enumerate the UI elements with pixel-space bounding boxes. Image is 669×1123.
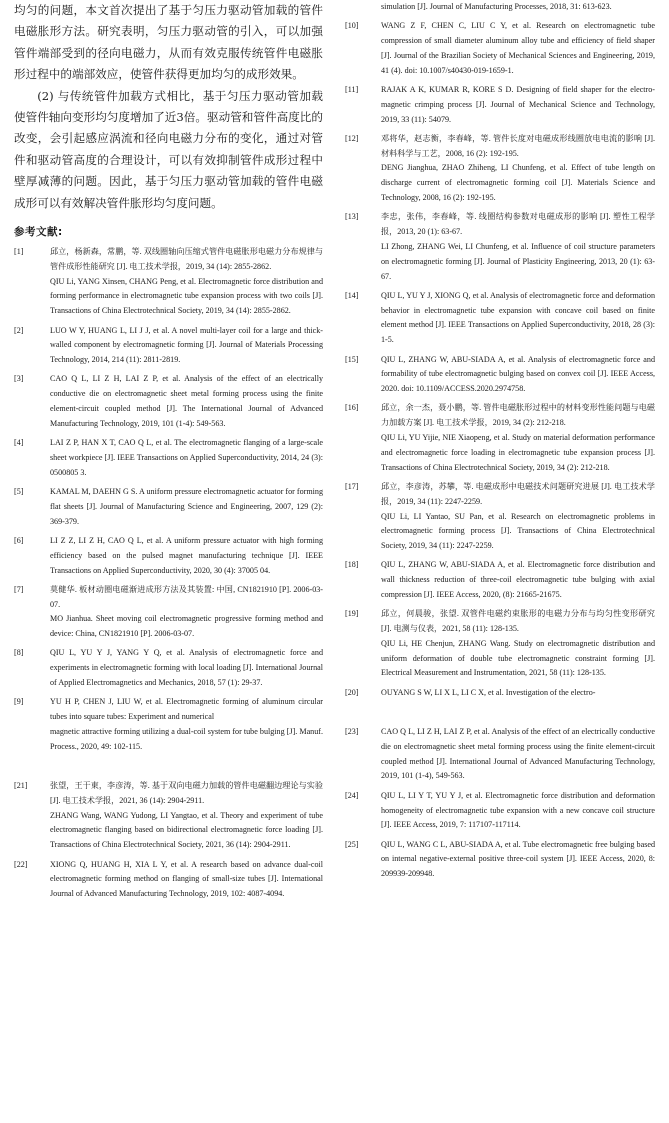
reference-item — [14, 695, 323, 754]
reference-text — [50, 534, 323, 578]
reference-item — [14, 372, 323, 431]
reference-item — [345, 838, 655, 882]
reference-text — [50, 583, 323, 642]
references-heading: 参考文献: — [14, 226, 63, 239]
reference-line: simulation [J]. Journal of Manufacturing Processes, 2018, 31: 613-623. — [381, 2, 612, 11]
reference-number: [3] — [14, 374, 24, 384]
reference-text — [381, 789, 655, 833]
reference-line: LI Zhong, ZHANG Wei, LI Chunfeng, et al. Influence of coil structure parameters on electromagnetic forming [J]. Journal of Plasticity Engineering, 2013, 20 (1): 63-67. — [381, 241, 655, 281]
reference-number: [10] — [345, 21, 359, 31]
reference-line: QIU L, YU Y J, XIONG Q, et al. Analysis of electromagnetic force and deformation behavior in electromagnetic tube expansion with concave coil based on finite element method [J]. IEEE Transactions on Applied Superconductivity, 2018, 28 (3): 1-5. — [381, 290, 655, 345]
reference-line: WANG Z F, CHEN C, LIU C Y, et al. Research on electromagnetic tube compression of small diameter aluminum alloy tube and efficiency of field shaper [J]. Journal of the Brazilian Society of Mechanical Sciences and Engineering, 2019, 41 (4). doi: 10.1007/s40430-019-1659-1. — [381, 21, 655, 75]
reference-number: [9] — [14, 697, 24, 707]
reference-line: QIU L, ZHANG W, ABU-SIADA A, et al. Electromagnetic force distribution and wall thickness reduction of three-coil electromagnetic tube bulging with axial compression [J]. IEEE Access, 2020, (8): 21665-21675. — [381, 560, 655, 599]
reference-line: YU H P, CHEN J, LIU W, et al. Electromagnetic forming of aluminum circular tubes into square tubes: Experiment and numerical — [50, 697, 323, 722]
reference-item — [14, 324, 323, 368]
reference-text — [50, 436, 323, 480]
reference-line: 李忠，张伟，李春峰，等. 线圈结构参数对电磁成形的影响 [J]. 塑性工程学报，2013, 20 (1): 63-67. — [381, 212, 655, 237]
reference-text — [50, 695, 323, 754]
reference-text — [50, 485, 323, 529]
reference-line: QIU Li, LI Yantao, SU Pan, et al. Research on electromagnetic problems in electromagnetic forming process [J]. Transactions of China Electrotechnical Society, 2019, 34 (11): 2247-2259. — [381, 511, 655, 551]
reference-item — [14, 779, 323, 853]
reference-number: [11] — [345, 84, 359, 94]
reference-line: KAMAL M, DAEHN G S. A uniform pressure electromagnetic actuator for forming flat sheets [J]. Journal of Manufacturing Science and Engineering, 2007, 129 (2): 369-379. — [50, 487, 323, 526]
reference-text — [381, 838, 655, 882]
reference-text — [381, 401, 655, 475]
column-break-gap — [345, 705, 655, 725]
reference-text — [381, 19, 655, 78]
reference-text — [50, 646, 323, 690]
reference-number: [21] — [14, 781, 28, 791]
reference-item — [14, 534, 323, 578]
reference-line: CAO Q L, LI Z H, LAI Z P, et al. Analysis of the effect of an electrically conductive die on electromagnetic sheet metal forming process using the finite element-circuit coupled method [J]. International Journal of Advanced Manufacturing Technology, 2019, 101 (1-4), 549-563. — [381, 727, 655, 781]
reference-number: [24] — [345, 790, 359, 800]
reference-item — [345, 725, 655, 784]
reference-item — [14, 436, 323, 480]
reference-number: [7] — [14, 584, 24, 594]
reference-line: 邱立，李彦涛，苏攀，等. 电磁成形中电磁技术问题研究进展 [J]. 电工技术学报，2019, 34 (11): 2247-2259. — [381, 481, 655, 506]
reference-line: 邱立，余一杰，聂小鹏，等. 管件电磁胀形过程中的材料变形性能问题与电磁力加载方案 [J]. 电工技术学报，2019, 34 (2): 212-218. — [381, 403, 655, 428]
reference-number: [8] — [14, 648, 24, 658]
reference-line: LUO W Y, HUANG L, LI J J, et al. A novel multi-layer coil for a large and thick-walled component by electromagnetic forming [J]. Journal of Materials Processing Technology, 2014, 214 (11): 2811-2819. — [50, 325, 323, 365]
reference-line: QIU Li, YANG Xinsen, CHANG Peng, et al. Electromagnetic force distribution and forming performance in electromagnetic tube expansion process with two coils [J]. Transactions of China Electrotechnical Society, 2019, 34 (14): 2855-2862. — [50, 276, 323, 316]
reference-item — [14, 646, 323, 690]
reference-item — [14, 583, 323, 642]
reference-line: ZHANG Wang, WANG Yudong, LI Yangtao, et al. Theory and experiment of tube electromagnetic flanging based on bidirectional electromagnetic force loading [J]. Transactions of China Electrotechnical Society, 2021, 36 (14): 2904-2911. — [50, 810, 323, 850]
reference-line: QIU L, YU Y J, YANG Y Q, et al. Analysis of electromagnetic force and experiments in electromagnetic forming with local loading [J]. International Journal of Applied Electromagnetics and Mechanics, 2018, 57 (1): 29-37. — [50, 648, 323, 688]
reference-line: 邱立，杨新森，常鹏，等. 双线圈轴向压缩式管件电磁胀形电磁力分布规律与管件成形性能研究 [J]. 电工技术学报，2019, 34 (14): 2855-2862. — [50, 247, 323, 271]
reference-text — [381, 607, 655, 681]
conclusion-paragraph: 均匀的问题，本文首次提出了基于匀压力驱动管加载的管件电磁胀形方法。研究表明，匀压力驱动管的引入，可以加强管件端部受到的径向电磁力，从而有效克服传统管件电磁胀形过程中的端部效应，使管件获得更加均匀的成形效果。 — [14, 3, 323, 82]
reference-item — [345, 558, 655, 602]
reference-item — [345, 210, 655, 284]
reference-number: [5] — [14, 487, 24, 497]
reference-line: 张望，王于東，李彦涛，等. 基于双向电磁力加载的管件电磁翻边理论与实验 [J]. 电工技术学报，2021, 36 (14): 2904-2911. — [50, 781, 323, 805]
reference-number: [12] — [345, 133, 359, 143]
reference-line: 邓将华，赵志衡，李春峰，等. 管件长度对电磁成形线圈放电电流的影响 [J]. 材料科学与工艺，2008, 16 (2): 192-195. — [381, 133, 655, 158]
reference-line: XIONG Q, HUANG H, XIA L Y, et al. A research based on advance dual-coil electromagnetic forming method on flanging of small-size tubes [J]. International Journal of Advanced Manufacturing Technology, 2019, 102: 4087-4094. — [50, 859, 323, 899]
reference-text — [381, 0, 655, 15]
reference-item — [14, 485, 323, 529]
reference-line: QIU L, WANG C L, ABU-SIADA A, et al. Tube electromagnetic free bulging based on internal negative-external positive three-coil system [J]. IEEE Access, 2020, 8: 209939-209948. — [381, 839, 655, 879]
conclusion-paragraph: (2) 与传统管件加载方式相比，基于匀压力驱动管加载使管件轴向变形均匀度增加了近3倍。驱动管和管件高度比的改变，会引起感应涡流和径向电磁力分布的变化，通过对管件和驱动管高度的合理设计，可以有效抑制管件成形过程中壁厚减薄的问题。因此，基于匀压力驱动管加载的管件电磁成形可以有效解决管件胀形均匀度问题。 — [14, 88, 323, 210]
reference-line: MO Jianhua. Sheet moving coil electromagnetic progressive forming method and device: China, CN1821910 [P]. 2006-03-07. — [50, 614, 323, 639]
reference-text — [381, 210, 655, 284]
reference-text — [50, 779, 323, 853]
reference-line: RAJAK A K, KUMAR R, KORE S D. Designing of field shaper for the electro-magnetic crimping process [J]. Journal of Mechanical Science and Technology, 2019, 33 (11): 54079. — [381, 84, 655, 124]
reference-item — [345, 19, 655, 78]
reference-line: LI Z Z, LI Z H, CAO Q L, et al. A uniform pressure actuator with high forming efficiency based on the pulsed magnet manufacturing technique [J]. IEEE Transactions on Applied Superconductivity, 2020, 30 (4): 37005 04. — [50, 535, 323, 575]
reference-text — [381, 132, 655, 206]
reference-line: LAI Z P, HAN X T, CAO Q L, et al. The electromagnetic flanging of a large-scale sheet workpiece [J]. IEEE Transactions on Applied Superconductivity, 2014, 24 (3): 0500805 3. — [50, 438, 323, 477]
reference-item — [345, 607, 655, 681]
reference-line: QIU Li, YU Yijie, NIE Xiaopeng, et al. Study on material deformation performance and electromagnetic force loading in electromagnetic tube expansion process [J]. Transactions of China Electrotechnical Society, 2019, 34 (2): 212-218. — [381, 433, 655, 472]
reference-number: [1] — [14, 247, 24, 257]
reference-number: [19] — [345, 609, 359, 619]
reference-line: 邱立，何晨骏，张望. 双管件电磁约束胀形的电磁力分布与均匀性变形研究 [J]. 电测与仪表，2021, 58 (11): 128-135. — [381, 609, 655, 634]
reference-text — [50, 245, 323, 319]
reference-number: [13] — [345, 212, 359, 222]
reference-item — [345, 289, 655, 348]
reference-number: [17] — [345, 481, 359, 491]
reference-number: [22] — [14, 859, 28, 869]
reference-line: magnetic attractive forming utilizing a dual-coil system for tube bulging [J]. Manuf. Process., 2020, 49: 102-115. — [50, 726, 323, 751]
reference-number: [23] — [345, 727, 359, 737]
reference-item — [345, 480, 655, 554]
reference-line: OUYANG S W, LI X L, LI C X, et al. Investigation of the electro- — [381, 687, 596, 697]
reference-number: [18] — [345, 560, 359, 570]
reference-line: DENG Jianghua, ZHAO Zhiheng, LI Chunfeng, et al. Effect of tube length on discharge current of electromagnetic forming coil [J]. Materials Science and Technology, 2008, 16 (2): 192-195. — [381, 163, 655, 203]
reference-item — [345, 686, 655, 701]
reference-line: QIU Li, HE Chenjun, ZHANG Wang. Study on electromagnetic distribution and uniform deformation of double tube electromagnetic constraint forming [J]. Electrical Measurement and Instrumentation, 2021, 58 (11): 128-135. — [381, 638, 655, 678]
reference-item — [345, 132, 655, 206]
right-column — [345, 0, 655, 887]
reference-item — [14, 858, 323, 902]
reference-item — [345, 401, 655, 475]
reference-text — [381, 83, 655, 127]
reference-text — [381, 558, 655, 602]
reference-number: [2] — [14, 325, 24, 335]
reference-line: 莫健华. 板材动圈电磁渐进成形方法及其装置: 中国, CN1821910 [P]. 2006-03-07. — [50, 584, 323, 609]
reference-text — [50, 324, 323, 368]
reference-line: QIU L, LI Y T, YU Y J, et al. Electromagnetic force distribution and deformation homogeneity of electromagnetic tube expansion with a new concave coil structure [J]. IEEE Access, 2019, 7: 117107-117114. — [381, 790, 655, 830]
conclusion-text — [14, 0, 323, 214]
reference-text — [381, 353, 655, 397]
reference-text — [381, 725, 655, 784]
reference-list-left — [14, 245, 323, 902]
left-column — [14, 0, 323, 906]
reference-item — [345, 353, 655, 397]
reference-text — [381, 289, 655, 348]
reference-number: [20] — [345, 687, 359, 697]
reference-text — [50, 858, 323, 902]
reference-item — [345, 789, 655, 833]
reference-item — [345, 83, 655, 127]
reference-item — [14, 245, 323, 319]
reference-line: CAO Q L, LI Z H, LAI Z P, et al. Analysis of the effect of an electrically conductive die on electromagnetic sheet metal forming process using the finite element-circuit coupled method [J]. The International Journal of Advanced Manufacturing Technology, 2019, 101 (1-4): 549-563. — [50, 374, 323, 428]
reference-item — [345, 0, 655, 15]
reference-number: [25] — [345, 839, 359, 849]
reference-text — [50, 372, 323, 431]
reference-number: [4] — [14, 438, 24, 448]
reference-number: [16] — [345, 403, 359, 413]
column-break-gap — [14, 759, 323, 779]
reference-line: QIU L, ZHANG W, ABU-SIADA A, et al. Analysis of electromagnetic force and formability of tube electromagnetic bulging based on convex coil [J]. IEEE Access, 2020. doi: 10.1109/ACCESS.2020.2974758. — [381, 354, 655, 394]
reference-text — [381, 686, 655, 701]
reference-number: [14] — [345, 290, 359, 300]
reference-list-right — [345, 0, 655, 882]
reference-text — [381, 480, 655, 554]
reference-number: [15] — [345, 354, 359, 364]
reference-number: [6] — [14, 535, 24, 545]
